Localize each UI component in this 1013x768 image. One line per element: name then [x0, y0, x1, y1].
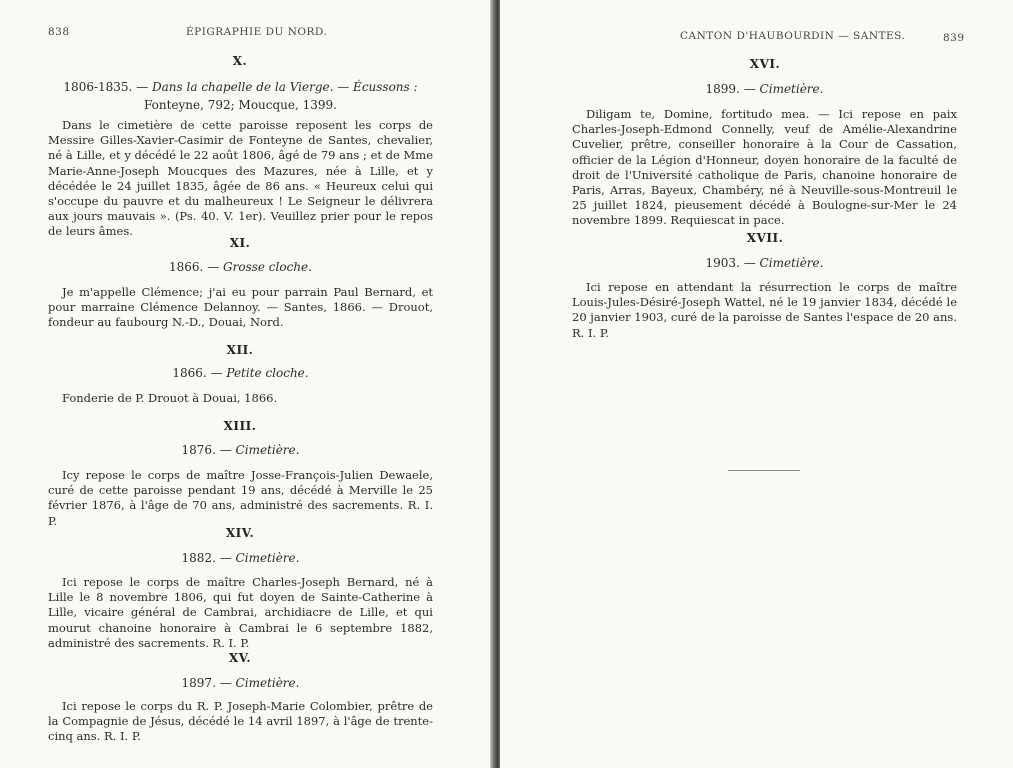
- entry-heading: [48, 258, 433, 276]
- entry-heading: [48, 364, 433, 382]
- heading-dash: —: [219, 676, 232, 690]
- entry-text: Dans le cimetière de cette paroisse reposent les corps de Messire Gilles-Xavier-Casimir de Fonteyne de Santes, chevalier, né à Lille, et y décédé le 22 août 1806, âgé de 79 ans ; et de Mme Marie-Anne-Joseph Moucques des Mazures, née à Lille, et y décédée le 24 juillet 1835, âgée de 86 ans. « Heureux celui qui s'occupe du pauvre et du malheureux ! Le Seigneur le délivrera aux jours mauvais ». (Ps. 40. V. 1er). Veuillez prier pour le repos de leurs âmes.: [48, 118, 433, 239]
- heading-dash: —: [743, 82, 756, 96]
- entry-text: Fonderie de P. Drouot à Douai, 1866.: [62, 391, 278, 405]
- entry-number: XIV.: [225, 526, 255, 540]
- entry-heading: [48, 549, 433, 567]
- heading-dash: —: [219, 443, 232, 457]
- entry-text: Ici repose en attendant la résurrection le corps de maître Louis-Jules-Désiré-Joseph Wattel, né le 19 janvier 1834, décédé le 20 janvier 1903, curé de la paroisse de Santes l'espace de 20 ans. R. I. P.: [572, 280, 957, 340]
- entry-date: 1876.: [181, 443, 216, 457]
- page-number: 838: [48, 26, 70, 38]
- entry-date: 1899.: [705, 82, 740, 96]
- heading-dash: —: [219, 551, 232, 565]
- entry-heading-line2: Fonteyne, 792; Moucque, 1399.: [143, 98, 337, 112]
- entry-date: 1903.: [705, 256, 740, 270]
- entry-number: XV.: [228, 651, 252, 665]
- entry-heading: [48, 441, 433, 459]
- heading-dash: —: [136, 80, 149, 94]
- end-rule: [728, 470, 800, 471]
- entry-location: Cimetière.: [759, 256, 824, 270]
- entry-location: Grosse cloche.: [223, 260, 312, 274]
- left-page: [0, 0, 492, 768]
- entry-location: Petite cloche.: [226, 366, 309, 380]
- entry-number: XIII.: [223, 419, 257, 433]
- entry-date: 1866.: [172, 366, 207, 380]
- entry-text: Ici repose le corps du R. P. Joseph-Marie Colombier, prêtre de la Compagnie de Jésus, décédé le 14 avril 1897, à l'âge de trente-cinq ans. R. I. P.: [48, 699, 433, 744]
- entry-heading: [572, 80, 957, 98]
- entry-date: 1897.: [181, 676, 216, 690]
- right-page: [500, 0, 1013, 768]
- entry-date: 1806-1835.: [63, 80, 133, 94]
- heading-dash: —: [743, 256, 756, 270]
- heading-dash: —: [207, 260, 220, 274]
- entry-number: XVI.: [749, 57, 781, 71]
- entry-text: Je m'appelle Clémence; j'ai eu pour parrain Paul Bernard, et pour marraine Clémence Delannoy. — Santes, 1866. — Drouot, fondeur au faubourg N.-D., Douai, Nord.: [48, 285, 433, 330]
- entry-number: X.: [232, 54, 248, 68]
- entry-location: Cimetière.: [235, 551, 300, 565]
- entry-location: Cimetière.: [759, 82, 824, 96]
- entry-number: XI.: [229, 236, 251, 250]
- entry-heading: [48, 674, 433, 692]
- running-title: CANTON D'HAUBOURDIN — SANTES.: [680, 30, 906, 42]
- entry-text: Icy repose le corps de maître Josse-François-Julien Dewaele, curé de cette paroisse pendant 19 ans, décédé à Merville le 25 février 1876, à l'âge de 70 ans, administré des sacrements. R. I. P.: [48, 468, 433, 528]
- page-number: 839: [943, 32, 965, 44]
- running-title: ÉPIGRAPHIE DU NORD.: [186, 26, 328, 38]
- entry-location: Cimetière.: [235, 443, 300, 457]
- entry-number: XVII.: [746, 231, 784, 245]
- entry-date: 1882.: [181, 551, 216, 565]
- entry-heading: [48, 78, 433, 114]
- entry-text: Ici repose le corps de maître Charles-Joseph Bernard, né à Lille le 8 novembre 1806, qui fut doyen de Sainte-Catherine à Lille, vicaire général de Cambrai, archidiacre de Lille, et qui mourut chanoine honoraire à Cambrai le 6 septembre 1882, administré des sacrements. R. I. P.: [48, 575, 433, 650]
- entry-location: Dans la chapelle de la Vierge. — Écussons :: [152, 80, 418, 94]
- entry-location: Cimetière.: [235, 676, 300, 690]
- heading-dash: —: [210, 366, 223, 380]
- entry-heading: [572, 254, 957, 272]
- entry-date: 1866.: [169, 260, 204, 274]
- entry-text: Diligam te, Domine, fortitudo mea. — Ici repose en paix Charles-Joseph-Edmond Connelly, veuf de Amélie-Alexandrine Cuvelier, prêtre, conseiller honoraire à la Cour de Cassation, officier de la Légion d'Honneur, doyen honoraire de la faculté de droit de l'Université catholique de Paris, chanoine honoraire de Paris, Arras, Bayeux, Chambéry, né à Neuville-sous-Montreuil le 25 juillet 1824, pieusement décédé à Boulogne-sur-Mer le 24 novembre 1899. Requiescat in pace.: [572, 107, 957, 228]
- entry-number: XII.: [226, 343, 254, 357]
